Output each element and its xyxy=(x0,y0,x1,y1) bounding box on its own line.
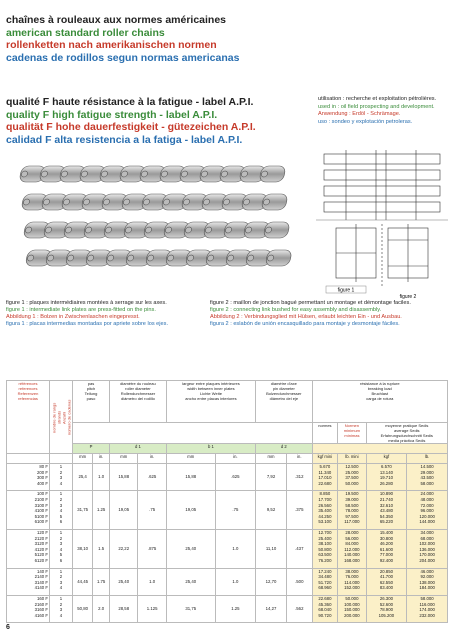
table-row xyxy=(7,464,448,491)
cell-d1_mm: 19,05 xyxy=(110,491,138,530)
caption-fig2 xyxy=(210,300,448,328)
cell-b1_in: 1.0 xyxy=(215,529,255,568)
cell-refs: 80 F 200 F 300 F 400 F xyxy=(7,464,50,491)
cap1-es: figura 1 : placas intermedias montadas por apriete sobre los ejes. xyxy=(6,321,168,327)
sub-avg: moyenne pratique Sedis average Sedis Erfahrungsdurchschnitt Sedis media práctica Sedis xyxy=(366,423,447,444)
unit-cell: in. xyxy=(138,454,166,464)
unit-cell: kgf xyxy=(366,454,407,464)
cell-b1_mm: 15,88 xyxy=(166,464,215,491)
cell-b1_in: .75 xyxy=(215,491,255,530)
title-fr: qualité F haute résistance à la fatigue - label A.P.I. xyxy=(6,96,254,108)
cell-d1_mm: 28,58 xyxy=(110,595,138,622)
col-pin-header: diamètre d'axe pin diameter Bolzendurchmesser diámetro del eje xyxy=(256,381,312,423)
cell-n: 1 2 3 4 xyxy=(50,595,73,622)
usage-es: uso : sondeo y explotación petroleras. xyxy=(318,118,413,125)
cell-b1_mm: 31,75 xyxy=(166,595,215,622)
unit-cell: mm xyxy=(73,454,93,464)
unit-cell: mm xyxy=(166,454,215,464)
title-block xyxy=(6,96,256,146)
cell-d1_in: 1.0 xyxy=(138,568,166,595)
usage-en: used in : oil field prospecting and development. xyxy=(318,103,435,110)
cell-lavg: 24.000 48.000 72.000 96.000 120.000 144.000 xyxy=(407,491,448,530)
cell-p_mm: 44,45 xyxy=(73,568,93,595)
cap1-de: Abbildung 1 : Bolzen in Zwischenlaschen eingepresst. xyxy=(6,314,140,320)
cell-p_mm: 50,80 xyxy=(73,595,93,622)
cell-d1_in: .625 xyxy=(138,464,166,491)
cell-b1_mm: 25,40 xyxy=(166,568,215,595)
cell-kavg: 26.300 52.600 78.900 105.200 xyxy=(366,595,407,622)
cell-b1_mm: 19,05 xyxy=(166,491,215,530)
cell-p_mm: 25,4 xyxy=(73,464,93,491)
link-drawing xyxy=(316,150,448,300)
cell-lavg: 58.000 116.000 174.000 232.000 xyxy=(407,595,448,622)
cell-n: 1 2 3 4 5 6 xyxy=(50,491,73,530)
table-row xyxy=(7,529,448,568)
cell-d1_in: .875 xyxy=(138,529,166,568)
sym-d1: d 1 xyxy=(110,444,167,454)
cell-b1_mm: 25,40 xyxy=(166,529,215,568)
sym-p: P xyxy=(73,444,110,454)
cell-p_in: 2.0 xyxy=(93,595,110,622)
cell-p_in: 1.75 xyxy=(93,568,110,595)
units-row xyxy=(7,454,448,464)
cell-d1_mm: 22,22 xyxy=(110,529,138,568)
unit-cell: mm xyxy=(256,454,287,464)
cell-d2_mm: 11,10 xyxy=(256,529,287,568)
sym-b1: b 1 xyxy=(166,444,255,454)
title-de: qualität F hohe dauerfestigkeit - gütezeichen A.P.I. xyxy=(6,121,256,134)
table-row xyxy=(7,491,448,530)
cell-lavg: 14.500 29.000 43.500 58.000 xyxy=(407,464,448,491)
usage-fr: utilisation : recherche et exploitation pétrolières. xyxy=(318,96,437,102)
cell-lmin: 50.000 100.000 150.000 200.000 xyxy=(338,595,366,622)
col-roller-header: diamètre du rouleau roller diameter Rollendurchmesser diámetro del rodillo xyxy=(110,381,167,423)
cell-lmin: 28.000 56.000 84.000 112.000 140.000 168.000 xyxy=(338,529,366,568)
cap1-fr: figure 1 : plaques intermédiaires montées à serrage sur les axes. xyxy=(6,300,167,306)
cell-d2_in: .312 xyxy=(287,464,313,491)
cell-d2_in: .500 xyxy=(287,568,313,595)
cell-b1_in: 1.25 xyxy=(215,595,255,622)
cell-d1_in: 1.125 xyxy=(138,595,166,622)
cell-lmin: 38.000 76.000 114.000 152.000 xyxy=(338,568,366,595)
unit-cell: lb. xyxy=(407,454,448,464)
cell-p_in: 1.5 xyxy=(93,529,110,568)
unit-cell: kgf mini xyxy=(312,454,338,464)
fig2-label: figure 2 xyxy=(399,294,417,300)
cell-refs: 140 F 2140 F 3140 F 4140 F xyxy=(7,568,50,595)
header-fr: chaînes à rouleaux aux normes américaines xyxy=(6,14,227,26)
cell-b1_in: 1.0 xyxy=(215,568,255,595)
cell-p_in: 1.0 xyxy=(93,464,110,491)
cell-kavg: 20.850 41.700 62.550 83.400 xyxy=(366,568,407,595)
col-strands-header: nombre de rangs strands Anzahl número de cadenas xyxy=(50,381,73,454)
cell-lmin: 19.500 39.000 58.500 78.000 97.500 117.000 xyxy=(338,491,366,530)
table-row xyxy=(7,568,448,595)
cell-kmin: 17.240 34.480 51.720 68.960 xyxy=(312,568,338,595)
cell-d2_mm: 9,52 xyxy=(256,491,287,530)
cell-kavg: 15.400 30.800 46.200 61.600 77.000 92.400 xyxy=(366,529,407,568)
cell-d1_mm: 25,40 xyxy=(110,568,138,595)
table-row xyxy=(7,595,448,622)
cell-d2_mm: 7,92 xyxy=(256,464,287,491)
cell-p_mm: 31,75 xyxy=(73,491,93,530)
page-number: 6 xyxy=(6,624,10,631)
usage-block xyxy=(318,96,446,126)
cell-kavg: 6.570 13.140 19.710 26.280 xyxy=(366,464,407,491)
cell-kavg: 10.890 21.740 32.610 43.480 54.350 65.220 xyxy=(366,491,407,530)
cell-b1_in: .625 xyxy=(215,464,255,491)
cell-d1_in: .75 xyxy=(138,491,166,530)
cell-lavg: 46.000 92.000 138.000 184.000 xyxy=(407,568,448,595)
cell-refs: 120 F 2120 F 3120 F 4120 F 5120 F 6120 F xyxy=(7,529,50,568)
title-es: calidad F alta resistencia a la fatiga - label A.P.I. xyxy=(6,133,243,146)
fig1-label: figure 1 xyxy=(337,287,355,294)
header-block xyxy=(6,14,239,64)
sub-min: Normen minimum mínimas xyxy=(338,423,366,444)
cell-d2_mm: 12,70 xyxy=(256,568,287,595)
header-es: cadenas de rodillos segun normas americanas xyxy=(6,51,240,64)
col-strength-header: résistance à la rupture breaking load Bruchlast carga de rotura xyxy=(312,381,447,423)
cap2-en: figure 2 : connecting link bushed for easy assembly and disassembly. xyxy=(210,307,382,313)
cell-lavg: 34.000 68.000 102.000 136.000 170.000 204.000 xyxy=(407,529,448,568)
cell-d2_in: .437 xyxy=(287,529,313,568)
cell-p_mm: 38,10 xyxy=(73,529,93,568)
cell-refs: 100 F 2100 F 3100 F 4100 F 5100 F 6100 F xyxy=(7,491,50,530)
cell-d2_mm: 14,27 xyxy=(256,595,287,622)
unit-cell: lb. mini xyxy=(338,454,366,464)
cell-p_in: 1.25 xyxy=(93,491,110,530)
spec-table xyxy=(6,380,448,623)
unit-cell: in. xyxy=(215,454,255,464)
table-body xyxy=(7,464,448,623)
cap1-en: figure 1 : intermediate link plates are press-fitted on the pins. xyxy=(6,307,156,313)
cell-refs: 160 F 2160 F 3160 F 4160 F xyxy=(7,595,50,622)
cell-d2_in: .375 xyxy=(287,491,313,530)
cap2-de: Abbildung 2 : Verbindungsglied mit Hülsen, erlaubt leichten Ein - und Ausbau. xyxy=(210,314,402,320)
cell-lmin: 12.500 25.000 37.500 50.000 xyxy=(338,464,366,491)
cell-kmin: 12.700 25.400 38.100 50.800 63.500 76.200 xyxy=(312,529,338,568)
cell-kmin: 22.680 45.360 68.040 90.720 xyxy=(312,595,338,622)
col-pitch-header: pas pitch Teilung paso xyxy=(73,381,110,423)
caption-fig1 xyxy=(6,300,202,328)
unit-cell: mm xyxy=(110,454,138,464)
cell-kmin: 8.850 17.700 26.560 35.400 44.250 53.100 xyxy=(312,491,338,530)
cap2-es: figura 2 : eslabón de unión encasquillado para montaje y desmontaje fáciles. xyxy=(210,321,400,327)
unit-cell: in. xyxy=(287,454,313,464)
title-en: quality F high fatigue strength - label A.P.I. xyxy=(6,108,218,121)
sym-d2: d 2 xyxy=(256,444,312,454)
cell-n: 1 2 3 4 xyxy=(50,464,73,491)
chain-photo xyxy=(6,148,306,293)
cell-d1_mm: 15,88 xyxy=(110,464,138,491)
header-de: rollenketten nach amerikanischen normen xyxy=(6,39,217,51)
header-en: american standard roller chains xyxy=(6,26,165,39)
usage-de: Anwendung : Erdöl - Schrämage. xyxy=(318,111,401,118)
col-ref-header: références references Referenzen referencias xyxy=(7,381,50,454)
cell-n: 1 2 3 4 xyxy=(50,568,73,595)
cell-kmin: 5.670 11.340 17.010 22.680 xyxy=(312,464,338,491)
cell-n: 1 2 3 4 5 6 xyxy=(50,529,73,568)
unit-cell: in. xyxy=(93,454,110,464)
cell-d2_in: .562 xyxy=(287,595,313,622)
cap2-fr: figure 2 : maillon de jonction bagué permettant un montage et démontage faciles. xyxy=(210,300,411,306)
col-width-header: largeur entre plaques intérieures width between inner plates Lichte Weite ancho entre placas interiores xyxy=(166,381,255,423)
sub-norm: normes xyxy=(312,423,338,444)
